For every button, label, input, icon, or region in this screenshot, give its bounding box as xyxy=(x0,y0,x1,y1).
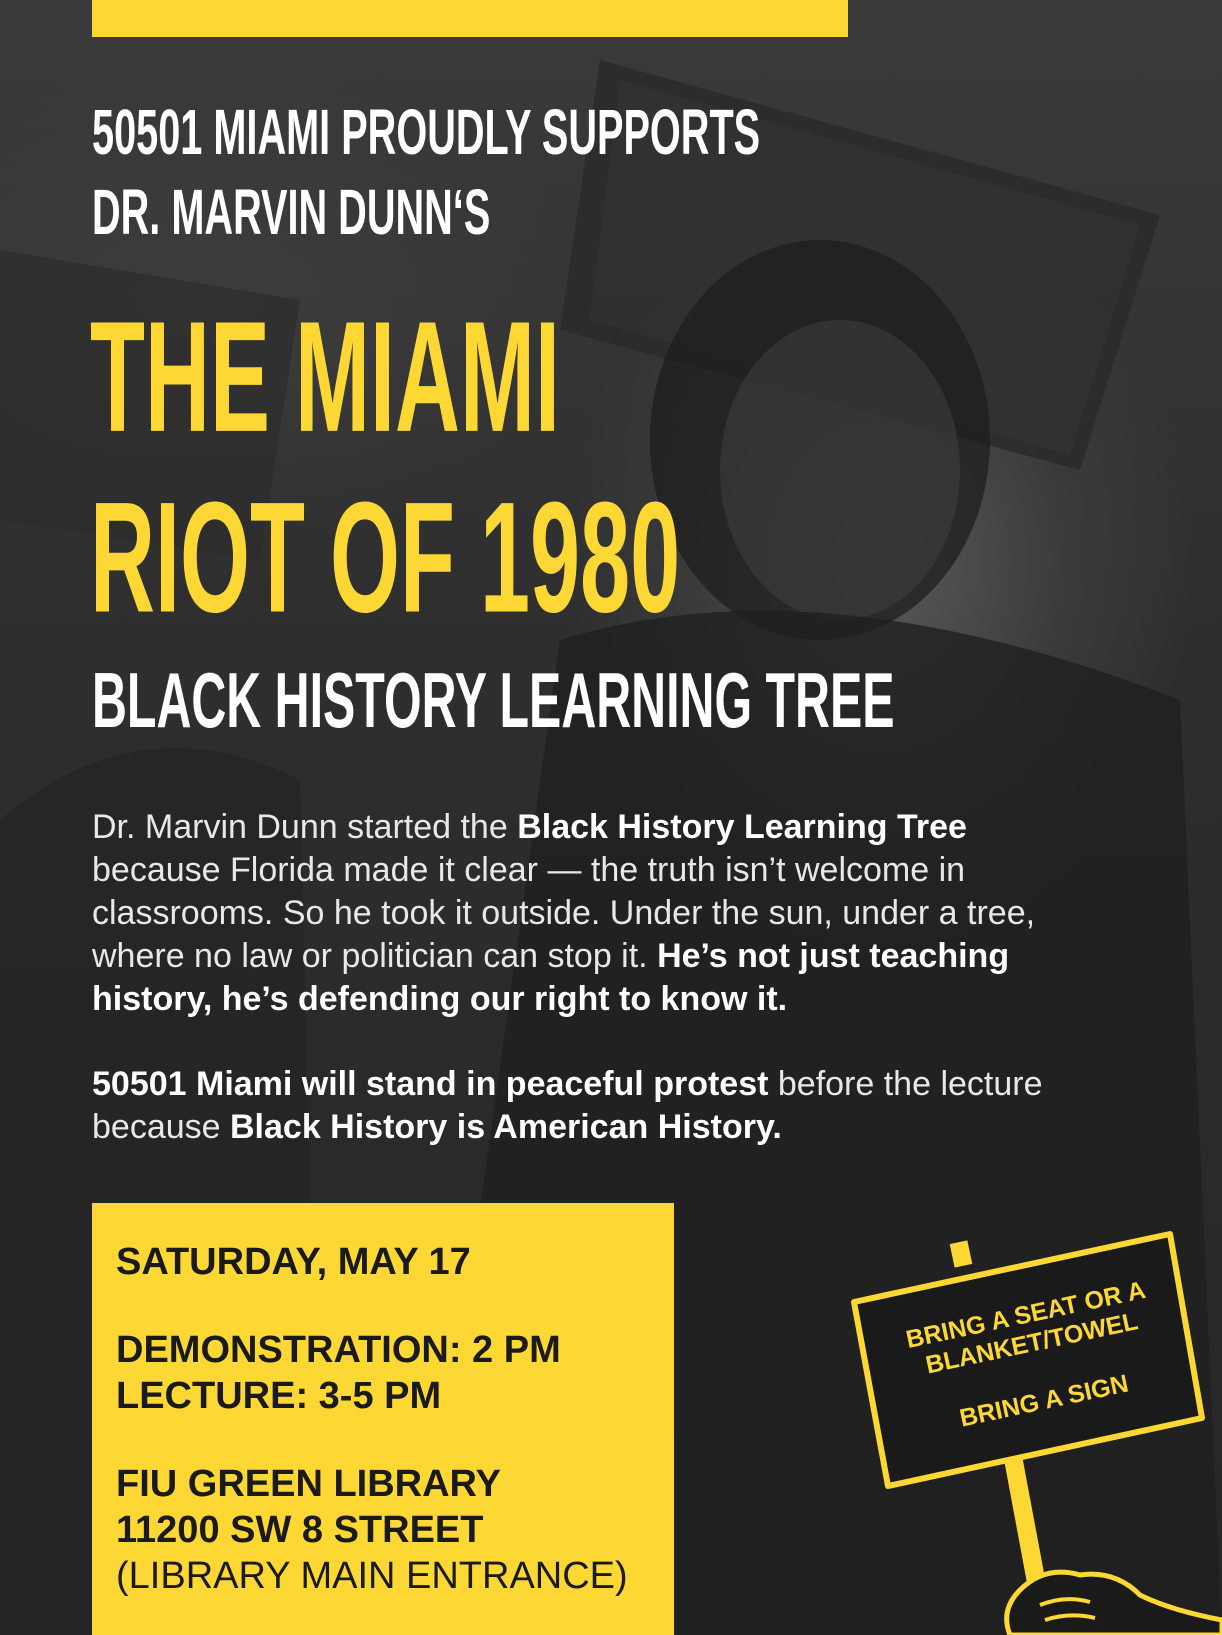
supports-line-2: DR. MARVIN DUNN‘S xyxy=(92,176,491,248)
supports-line-1: 50501 MIAMI PROUDLY SUPPORTS xyxy=(92,96,761,168)
venue-entrance: (LIBRARY MAIN ENTRANCE) xyxy=(116,1555,628,1597)
title-line-1: THE MIAMI xyxy=(90,288,560,465)
lecture-time: LECTURE: 3-5 PM xyxy=(116,1375,442,1417)
description-text: Dr. Marvin Dunn started the xyxy=(92,808,518,846)
description-emphasis: He’s not just teaching history, he’s defending our right to know it. xyxy=(92,937,1010,1018)
description-paragraph-2 xyxy=(92,1063,1072,1149)
venue-address: 11200 SW 8 STREET xyxy=(116,1509,484,1551)
description xyxy=(92,806,1072,1149)
event-date: SATURDAY, MAY 17 xyxy=(116,1241,471,1283)
top-accent-bar xyxy=(92,0,848,37)
event-subtitle: BLACK HISTORY LEARNING TREE xyxy=(92,656,895,744)
supports-heading xyxy=(92,92,760,252)
description-emphasis: 50501 Miami will stand in peaceful protest xyxy=(92,1065,769,1103)
sign-line-1: BRING A SEAT OR A BLANKET/TOWEL xyxy=(903,1275,1148,1380)
description-text: because Florida made it clear — the truth isn’t welcome in classrooms. So he took it outside. Under the sun, under a tree, where no law or politician can stop it. xyxy=(92,851,1036,975)
description-paragraph-1 xyxy=(92,806,1072,1021)
description-text: before the lecture because xyxy=(92,1065,1043,1146)
venue-name: FIU GREEN LIBRARY xyxy=(116,1463,501,1505)
demonstration-time: DEMONSTRATION: 2 PM xyxy=(116,1329,561,1371)
event-title xyxy=(90,286,680,647)
description-emphasis: Black History is American History. xyxy=(230,1108,782,1146)
title-line-2: RIOT OF 1980 xyxy=(90,468,681,646)
sign-line-2: BRING A SIGN xyxy=(957,1369,1131,1433)
description-emphasis: Black History Learning Tree xyxy=(517,808,967,846)
event-details-box xyxy=(92,1203,674,1635)
